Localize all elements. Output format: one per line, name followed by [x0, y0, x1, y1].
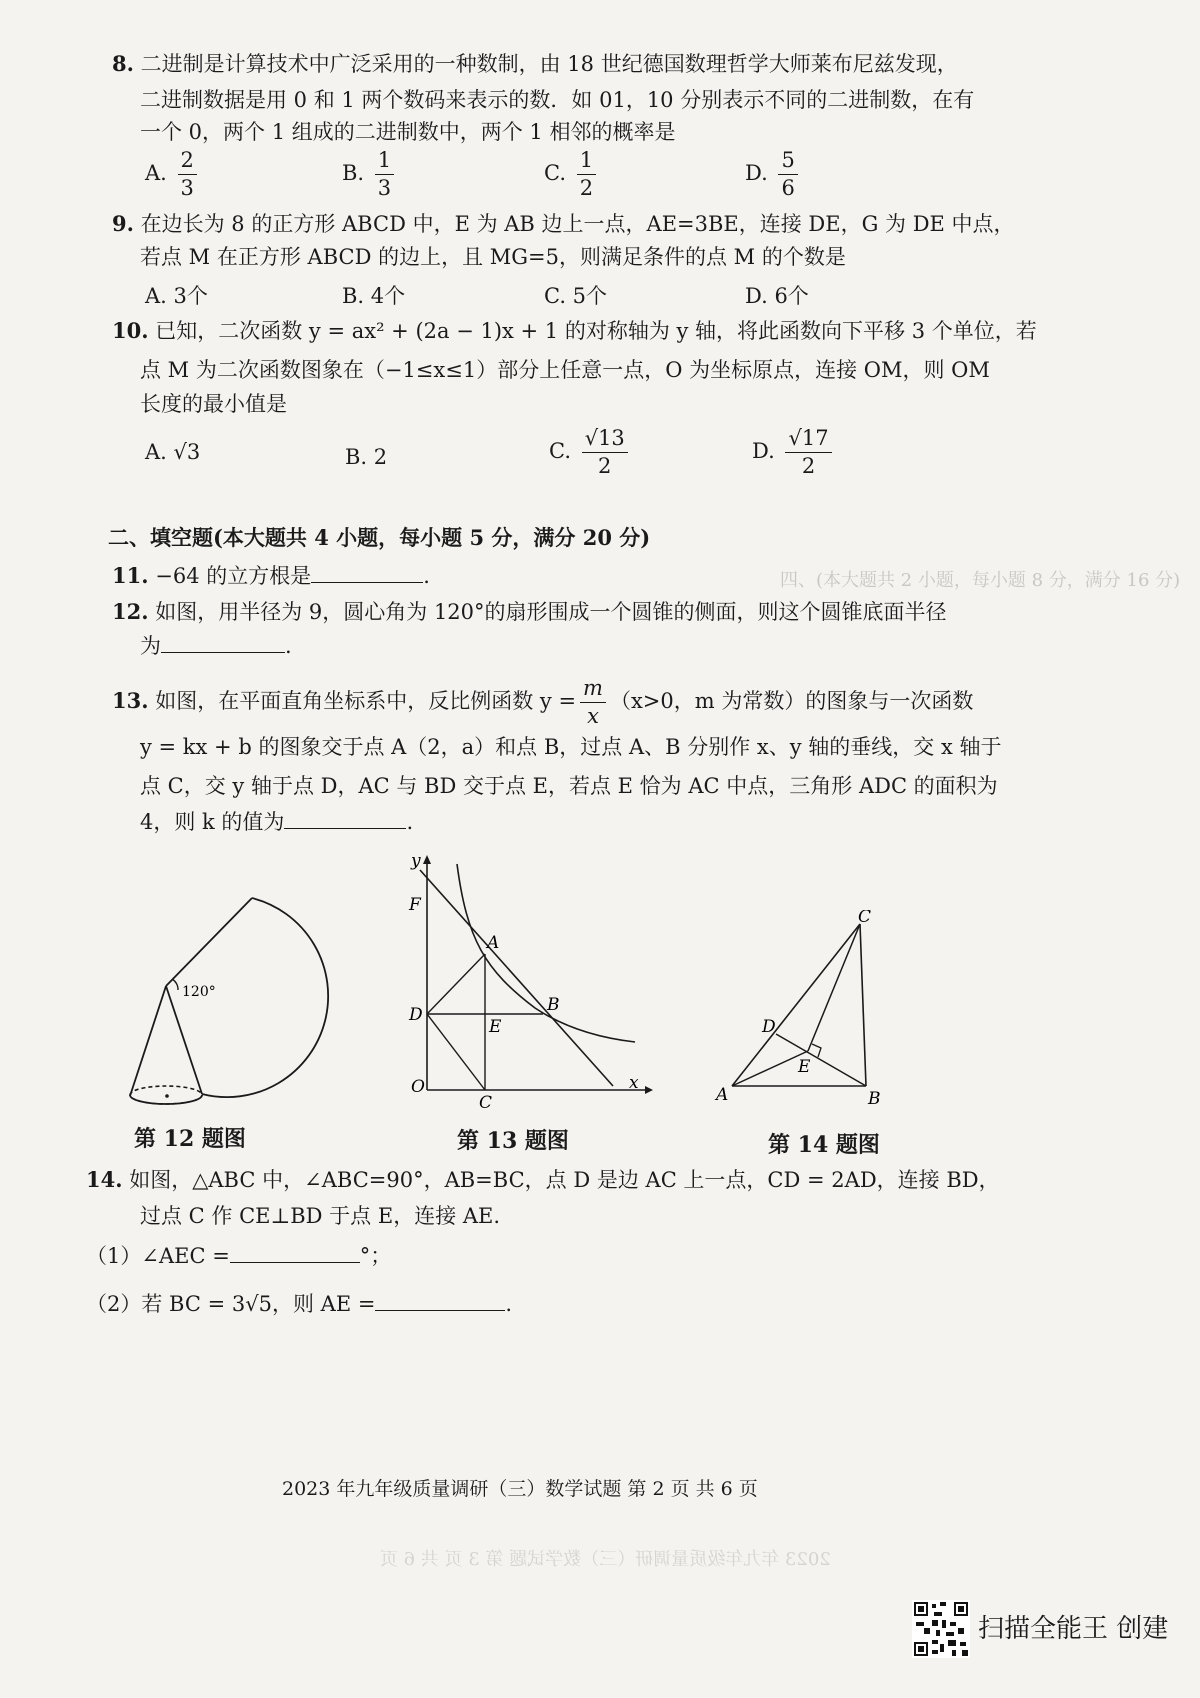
label-C: C — [479, 1093, 493, 1110]
q10-line1 — [112, 317, 1037, 345]
q13-number: 13. — [112, 688, 149, 713]
fraction: $\frac{5}{6}$ — [778, 150, 797, 199]
scanner-watermark: 扫描全能王 创建 — [978, 1614, 1169, 1644]
q12-text-2: 为 — [140, 634, 161, 658]
q10-option-d — [752, 428, 836, 477]
option-label: C. — [549, 439, 571, 463]
q13-text-1b: （x>0，m 为常数）的图象与一次函数 — [609, 689, 974, 713]
label-F: F — [409, 895, 421, 915]
label-E: E — [489, 1017, 502, 1037]
q13-line3: 点 C，交 y 轴于点 D，AC 与 BD 交于点 E，若点 E 恰为 AC 中点，三角形 ADC 的面积为 — [140, 774, 998, 798]
label-y: y — [411, 851, 421, 871]
q14-part2-label: （2）若 BC = 3√5，则 AE = — [86, 1292, 376, 1316]
bleed-through-text: 四、(本大题共 2 小题，每小题 8 分，满分 16 分) — [780, 570, 1181, 591]
q14-part1 — [86, 1242, 391, 1270]
label-A: A — [487, 933, 500, 953]
fraction: $\frac{√13}{2}$ — [582, 428, 628, 477]
qr-code-icon — [912, 1600, 970, 1658]
q14-part2-end: . — [505, 1292, 513, 1316]
q14-part2-blank[interactable] — [375, 1290, 505, 1311]
option-label: B. — [342, 161, 365, 185]
q8-option-d — [745, 150, 802, 199]
q12-text-1: 如图，用半径为 9，圆心角为 120°的扇形围成一个圆锥的侧面，则这个圆锥底面半径 — [155, 600, 947, 624]
q12-line2 — [140, 632, 292, 660]
q10-option-a — [145, 440, 200, 464]
fraction-m-over-x: $\frac{m}{x}$ — [580, 678, 606, 727]
q9-number: 9. — [112, 211, 134, 236]
q13-end: . — [406, 810, 414, 834]
q8-line1 — [112, 50, 958, 78]
option-label: D. — [752, 439, 775, 463]
figure-13-graph — [385, 850, 655, 1110]
q9-option-c: C. 5个 — [544, 284, 608, 308]
figure-14-triangle — [710, 910, 900, 1110]
section-2-heading: 二、填空题(本大题共 4 小题，每小题 5 分，满分 20 分) — [108, 525, 651, 550]
label-C: C — [858, 910, 872, 927]
figure-13-caption: 第 13 题图 — [457, 1128, 569, 1154]
q8-option-c — [544, 150, 600, 199]
q9-option-d: D. 6个 — [745, 284, 809, 308]
q10-option-c — [549, 428, 632, 477]
q11-answer-blank[interactable] — [311, 562, 423, 583]
figure-12-cone — [110, 880, 340, 1140]
figure-12-caption: 第 12 题图 — [134, 1126, 246, 1152]
option-label: C. — [544, 161, 566, 185]
q11-text: −64 的立方根是 — [155, 564, 312, 588]
fraction: $\frac{1}{3}$ — [375, 150, 394, 199]
q12-number: 12. — [112, 599, 149, 624]
label-D: D — [762, 1017, 776, 1037]
option-value: √3 — [173, 440, 201, 464]
q13-line1 — [112, 678, 973, 727]
q9-line2: 若点 M 在正方形 ABCD 的边上，且 MG=5，则满足条件的点 M 的个数是 — [140, 245, 846, 269]
q8-line3: 一个 0，两个 1 组成的二进制数中，两个 1 相邻的概率是 — [140, 120, 676, 144]
q8-line2: 二进制数据是用 0 和 1 两个数码来表示的数．如 01，10 分别表示不同的二进制数，在有 — [140, 88, 975, 112]
q8-number: 8. — [112, 51, 134, 76]
q11-end: . — [423, 564, 430, 588]
label-O: O — [411, 1077, 425, 1097]
label-B: B — [547, 995, 560, 1015]
q9-line1 — [112, 210, 1015, 238]
q10-line2: 点 M 为二次函数图象在（−1≤x≤1）部分上任意一点，O 为坐标原点，连接 OM，则 OM — [140, 358, 990, 382]
q14-line1 — [86, 1166, 1000, 1194]
angle-label: 120° — [182, 984, 216, 1000]
q13-line2: y = kx + b 的图象交于点 A（2，a）和点 B，过点 A、B 分别作 x、y 轴的垂线，交 x 轴于 — [140, 735, 1002, 759]
label-E: E — [798, 1057, 811, 1077]
q8-option-a — [145, 150, 201, 199]
q12-line1 — [112, 598, 947, 626]
q9-text-1: 在边长为 8 的正方形 ABCD 中，E 为 AB 边上一点，AE=3BE，连接 DE，G 为 DE 中点， — [140, 212, 1015, 236]
label-x: x — [629, 1073, 639, 1093]
q14-text-1: 如图，△ABC 中，∠ABC=90°，AB=BC，点 D 是边 AC 上一点，CD = 2AD，连接 BD， — [129, 1168, 1000, 1192]
q13-text-4: 4，则 k 的值为 — [140, 810, 285, 834]
q14-line2: 过点 C 作 CE⊥BD 于点 E，连接 AE. — [140, 1204, 501, 1228]
label-D: D — [409, 1005, 423, 1025]
q9-option-a: A. 3个 — [145, 284, 208, 308]
label-B: B — [868, 1089, 881, 1109]
q10-text-1: 已知，二次函数 y = ax² + (2a − 1)x + 1 的对称轴为 y 轴，将此函数向下平移 3 个单位，若 — [155, 319, 1037, 343]
q8-text-1: 二进制是计算技术中广泛采用的一种数制，由 18 世纪德国数理哲学大师莱布尼兹发现， — [140, 52, 958, 76]
q14-part1-label: （1）∠AEC = — [86, 1244, 230, 1268]
q14-part2 — [86, 1290, 512, 1318]
q10-number: 10. — [112, 318, 149, 343]
q9-option-b: B. 4个 — [342, 284, 406, 308]
label-A: A — [716, 1085, 729, 1105]
q10-option-b: B. 2 — [345, 445, 388, 469]
q12-end: . — [285, 634, 292, 658]
q10-line3: 长度的最小值是 — [140, 392, 287, 416]
page-footer: 2023 年九年级质量调研（三）数学试题 第 2 页 共 6 页 — [282, 1478, 758, 1500]
figure-14-caption: 第 14 题图 — [768, 1132, 880, 1158]
q14-part1-blank[interactable] — [230, 1242, 360, 1263]
option-label: A. — [145, 440, 167, 464]
fraction: $\frac{2}{3}$ — [178, 150, 197, 199]
q13-line4 — [140, 808, 413, 836]
q14-number: 14. — [86, 1167, 123, 1192]
bleed-through-footer: 2023 年九年级质量调研（三）数学试题 第 3 页 共 6 页 — [380, 1549, 831, 1570]
option-label: A. — [145, 161, 167, 185]
q14-part1-end: °； — [359, 1244, 392, 1268]
q12-answer-blank[interactable] — [161, 632, 285, 653]
q11-number: 11. — [112, 563, 149, 588]
q13-text-1a: 如图，在平面直角坐标系中，反比例函数 y = — [155, 689, 577, 713]
fraction: $\frac{√17}{2}$ — [785, 428, 831, 477]
q11-line — [112, 562, 430, 590]
q13-answer-blank[interactable] — [284, 808, 406, 829]
q8-option-b — [342, 150, 398, 199]
option-label: D. — [745, 161, 768, 185]
fraction: $\frac{1}{2}$ — [577, 150, 596, 199]
